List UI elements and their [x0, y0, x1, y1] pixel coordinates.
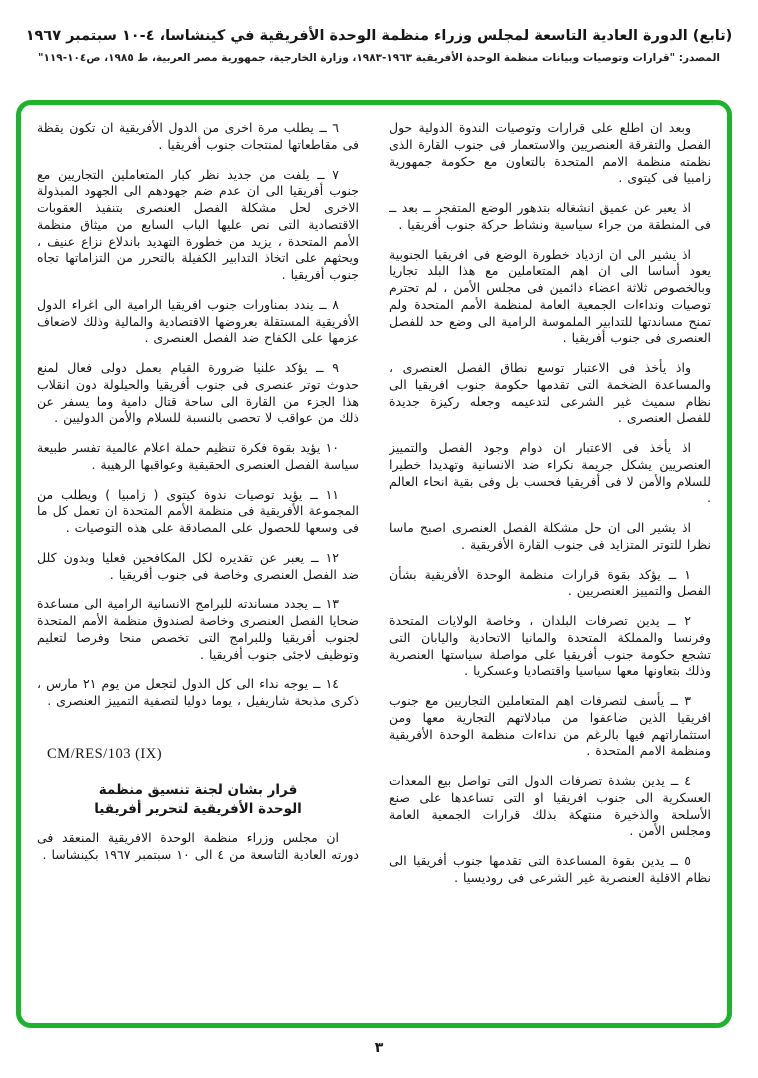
- resolution-item-5: ٥ ــ يدين بقوة المساعدة التى تقدمها جنوب أفريقيا الى نظام الاقلية العنصرية غير الشرعى فى روديسيا .: [389, 853, 711, 885]
- resolution-heading: قرار بشان لجنة تنسيق منظمة الوحدة الأفريقية لتحرير أفريقيا: [94, 781, 302, 818]
- column-left: [37, 120, 359, 1013]
- paragraph: اذ يعبر عن عميق انشغاله بتدهور الوضع المتفجر ــ بعد ــ فى المنطقة من جراء سياسية ونشاط حركة جنوب أفريقيا .: [389, 200, 711, 232]
- resolution-item-2: ٢ ــ يدين تصرفات البلدان ، وخاصة الولايات المتحدة وفرنسا والمملكة المتحدة والمانيا الاتحادية واليابان التى تشجع حكومة جنوب أفريقيا على مواصلة سياستها العنصرية وذلك بتعاونها معها سياسيا واقتصاديا وعسكريا .: [389, 613, 711, 679]
- paragraph: واذ يأخذ فى الاعتبار توسع نطاق الفصل العنصرى ، والمساعدة الضخمة التى تقدمها حكومة جنوب افريقيا الى نظام سميث غير الشرعى لتدعيمه وجعله ركيزة جديدة للفصل العنصرى .: [389, 360, 711, 426]
- paragraph: وبعد ان اطلع على قرارات وتوصيات الندوة الدولية حول الفصل والتفرقة العنصريين والاستعمار فى جنوب القارة الذى نظمته منظمة الامم المتحدة بالتعاون مع حكومة جمهورية زامبيا فى كيتوى .: [389, 120, 711, 186]
- resolution-item-8: ٨ ــ يندد بمناورات جنوب افريقيا الرامية الى اغراء الدول الأفريقية المستقلة بعروضها الاقتصادية والمالية وذلك لاضعاف عزمها على الكفاح ضد الفصل العنصرى .: [37, 296, 359, 346]
- page-header: [0, 26, 758, 64]
- header-source-line: المصدر: "قرارات وتوصيات وبيانات منظمة الوحدة الأفريقية ١٩٦٣-١٩٨٣، وزارة الخارجية، جمهورية مصر العربية، ط ١٩٨٥، ص١٠٤-١١٩": [38, 52, 720, 65]
- resolution-item-14: ١٤ ــ يوجه نداء الى كل الدول لتجعل من يوم ٢١ مارس ، ذكرى مذبحة شاريفيل ، يوما دوليا لتصفية التمييز العنصرى .: [37, 676, 359, 708]
- resolution-item-3: ٣ ــ يأسف لتصرفات اهم المتعاملين التجاريين مع جنوب افريقيا الذين ضاعفوا من مبادلاتهم التجارية معها ومن استثماراتهم فيها بالرغم من نداءات منظمة الوحدة الأفريقية ومنظمة الامم المتحدة .: [389, 693, 711, 759]
- header-session-line: (تابع) الدورة العادية التاسعة لمجلس وزراء منظمة الوحدة الأفريقية في كينشاسا، ٤-١٠ سبتمبر ١٩٦٧: [25, 28, 733, 44]
- column-right: [389, 120, 711, 1013]
- resolution-item-12: ١٢ ــ يعبر عن تقديره لكل المكافحين فعليا وبدون كلل ضد الفصل العنصرى وخاصة فى جنوب أفريقيا .: [37, 549, 359, 582]
- two-column-layout: [21, 105, 727, 1023]
- resolution-code: CM/RES/103 (IX): [47, 745, 163, 762]
- resolution-item-6: ٦ ــ يطلب مرة اخرى من الدول الأفريقية ان تكون يقظة فى مقاطعاتها لمنتجات جنوب أفريقيا .: [37, 120, 359, 152]
- paragraph: اذ يأخذ فى الاعتبار ان دوام وجود الفصل والتمييز العنصريين يشكل جريمة نكراء ضد الانسانية وتهديدا خطيرا للسلام والأمن لا فى أفريقيا فحسب بل وفى بقية انحاء العالم .: [389, 440, 711, 506]
- resolution-item-1: ١ ــ يؤكد بقوة قرارات منظمة الوحدة الأفريقية بشأن الفصل والتمييز العنصريين .: [389, 566, 711, 599]
- content-border-box: [16, 100, 732, 1028]
- resolution-item-13: ١٣ ــ يجدد مساندته للبرامج الانسانية الرامية الى مساعدة ضحايا الفصل العنصرى وخاصة لصندوق منظمة الأمم المتحدة لجنوب أفريقيا وللبرامج التى تخصص منحا وفرصا لتعليم وتوظيف لاجئى جنوب أفريقيا .: [37, 596, 359, 662]
- resolution-item-10: ١٠ يؤيد بقوة فكرة تنظيم حملة اعلام عالمية تفسر طبيعة سياسة الفصل العنصرى الحقيقية وعواقبها الرهيبة .: [37, 440, 359, 472]
- page-number: ٣: [374, 1040, 384, 1056]
- resolution-item-7: ٧ ــ يلفت من جديد نظر كبار المتعاملين التجاريين مع جنوب أفريقيا الى ان عدم ضم جهودهم الى الجهود المبذولة الاخرى لحل مشكلة الفصل العنصرى بتنفيذ العقوبات الاقتصادية التى نص عليها الباب السابع من ميثاق منظمة الأمم المتحدة ، يزيد من خطورة التهديد باندلاع نزاع عنيف ، ويحثهم على اتخاذ التدابير الكفيلة بالتحرر من التزاماتها تجاه جنوب أفريقيا .: [37, 166, 359, 282]
- paragraph: اذ يشير الى ان ازدياد خطورة الوضع فى افريقيا الجنوبية يعود أساسا الى ان اهم المتعاملين مع هذا البلد تجاريا وبالخصوص ثلاثة اعضاء دائمين فى مجلس الأمن ، لم تحترم توصيات ونداءات الجمعية العامة لمنظمة الأمم المتحدة ولم تمنح مساندتها للتدابير الملموسة الرامية الى وضع حد للفصل العنصرى فى جنوب أفريقيا .: [389, 246, 711, 346]
- paragraph: اذ يشير الى ان حل مشكلة الفصل العنصرى اصبح ماسا نظرا للتوتر المتزايد فى جنوب القارة الأفريقية .: [389, 520, 711, 552]
- resolution-item-4: ٤ ــ يدين بشدة تصرفات الدول التى تواصل بيع المعدات العسكرية الى جنوب افريقيا او التى تساعدها على صنع الأسلحة والذخيرة منتهكة بذلك قرارات الجمعية العامة ومجلس الأمن .: [389, 773, 711, 839]
- resolution-item-9: ٩ ــ يؤكد علنيا ضرورة القيام بعمل دولى فعال لمنع حدوث توتر عنصرى فى جنوب أفريقيا والحيلولة دون انقلاب هذا الجزء من القارة الى ساحة قتال دامية وما يسفر عن ذلك من عواقب لا تحصى بالنسبة للسلام والأمن الدوليين .: [37, 360, 359, 426]
- resolution-item-11: ١١ ــ يؤيد توصيات ندوة كيتوى ( زامبيا ) ويطلب من المجموعة الأفريقية فى منظمة الأمم المتحدة ان تعمل كل ما فى وسعها للحصول على المصادقة على هذه التوصيات .: [37, 486, 359, 535]
- closing-paragraph: ان مجلس وزراء منظمة الوحدة الافريقية المنعقد فى دورته العادية التاسعة من ٤ الى ١٠ سبتمبر ١٩٦٧ بكينشاسا .: [37, 829, 359, 862]
